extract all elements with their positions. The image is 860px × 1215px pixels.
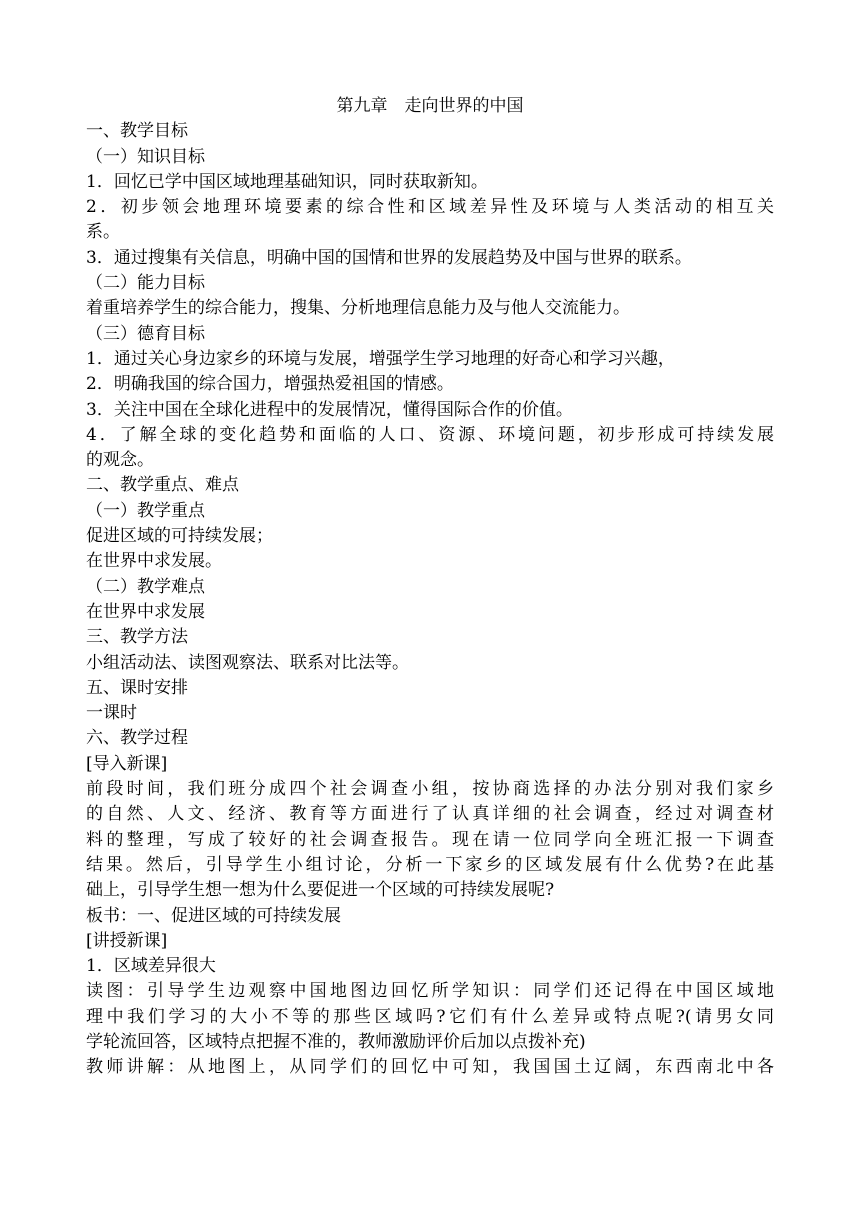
paragraph-line: 3．通过搜集有关信息，明确中国的国情和世界的发展趋势及中国与世界的联系。 xyxy=(86,247,692,268)
paragraph-line: 教师讲解：从地图上，从同学们的回忆中可知，我国国土辽阔，东西南北中各 xyxy=(86,1057,774,1078)
paragraph-line: 读图：引导学生边观察中国地图边回忆所学知识：同学们还记得在中国区域地 xyxy=(86,981,774,1002)
subheading-knowledge-goals: （一）知识目标 xyxy=(86,146,205,167)
paragraph-line: 促进区域的可持续发展； xyxy=(86,526,273,547)
paragraph-line: 结果。然后，引导学生小组讨论，分析一下家乡的区域发展有什么优势?在此基 xyxy=(86,854,774,875)
paragraph-line: 3．关注中国在全球化进程中的发展情况，懂得国际合作的价值。 xyxy=(86,399,573,420)
chapter-title: 第九章 走向世界的中国 xyxy=(336,96,524,116)
heading-teaching-goals: 一、教学目标 xyxy=(86,121,188,142)
section-label-introduction: [导入新课] xyxy=(86,753,168,774)
heading-schedule: 五、课时安排 xyxy=(86,677,188,698)
paragraph-line: 理中我们学习的大小不等的那些区域吗?它们有什么差异或特点呢?(请男女同 xyxy=(86,1006,774,1027)
paragraph-line: 2．初步领会地理环境要素的综合性和区域差异性及环境与人类活动的相互关 xyxy=(86,197,774,218)
paragraph-line: 1．回忆已学中国区域地理基础知识，同时获取新知。 xyxy=(86,171,488,192)
subheading-difficult-points: （二）教学难点 xyxy=(86,576,205,597)
paragraph-line: 础上，引导学生想一想为什么要促进一个区域的可持续发展呢? xyxy=(86,880,555,901)
paragraph-line: 1．区域差异很大 xyxy=(86,956,216,977)
paragraph-line: 学轮流回答，区域特点把握不准的，教师激励评价后加以点拨补充) xyxy=(86,1031,586,1052)
paragraph-line: 前段时间，我们班分成四个社会调查小组，按协商选择的办法分别对我们家乡 xyxy=(86,779,774,800)
subheading-moral-goals: （三）德育目标 xyxy=(86,323,205,344)
heading-key-points: 二、教学重点、难点 xyxy=(86,475,239,496)
section-label-new-lesson: [讲授新课] xyxy=(86,930,168,951)
paragraph-line: 4．了解全球的变化趋势和面临的人口、资源、环境问题，初步形成可持续发展 xyxy=(86,424,774,445)
paragraph-line: 在世界中求发展 xyxy=(86,601,205,622)
blackboard-note: 板书：一、促进区域的可持续发展 xyxy=(86,905,341,926)
subheading-key-points: （一）教学重点 xyxy=(86,500,205,521)
paragraph-line: 小组活动法、读图观察法、联系对比法等。 xyxy=(86,652,409,673)
heading-teaching-methods: 三、教学方法 xyxy=(86,627,188,648)
subheading-ability-goals: （二）能力目标 xyxy=(86,273,205,294)
paragraph-line: 的观念。 xyxy=(86,450,154,471)
paragraph-line: 1．通过关心身边家乡的环境与发展，增强学生学习地理的好奇心和学习兴趣， xyxy=(86,348,675,369)
paragraph-line: 的自然、人文、经济、教育等方面进行了认真详细的社会调查，经过对调查材 xyxy=(86,804,774,825)
paragraph-line: 2．明确我国的综合国力，增强热爱祖国的情感。 xyxy=(86,374,454,395)
paragraph-line: 料的整理，写成了较好的社会调查报告。现在请一位同学向全班汇报一下调查 xyxy=(86,829,774,850)
document-page xyxy=(86,94,774,1081)
paragraph-line: 在世界中求发展。 xyxy=(86,551,222,572)
heading-teaching-process: 六、教学过程 xyxy=(86,728,188,749)
paragraph-line: 系。 xyxy=(86,222,120,243)
paragraph-line: 一课时 xyxy=(86,703,137,724)
paragraph-line: 着重培养学生的综合能力，搜集、分析地理信息能力及与他人交流能力。 xyxy=(86,298,630,319)
